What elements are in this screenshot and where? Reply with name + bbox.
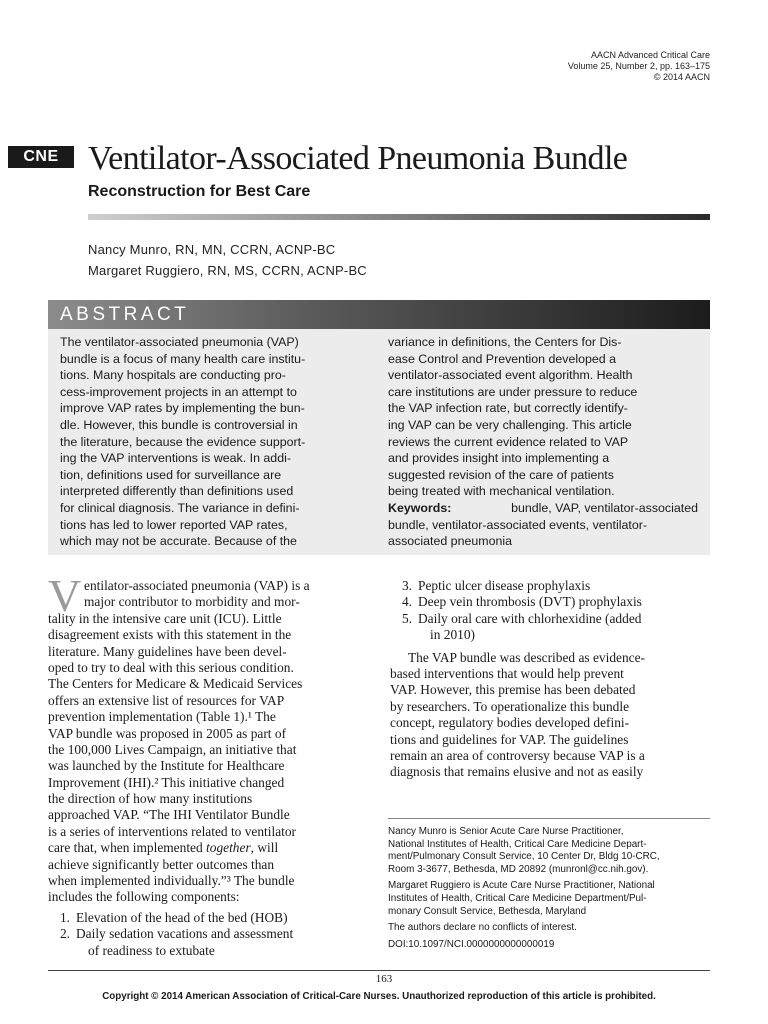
keywords-line bbox=[388, 517, 698, 534]
list-text: Daily sedation vacations and assessment bbox=[76, 926, 294, 942]
body-line: the 100,000 Lives Campaign, an initiative that bbox=[48, 741, 297, 757]
list-number: 5. bbox=[401, 610, 412, 626]
abstract-line: bundle is a focus of many health care institu- bbox=[60, 351, 306, 366]
component-list-right bbox=[390, 578, 710, 644]
abstract-column-right bbox=[388, 334, 698, 550]
list-number: 1. bbox=[59, 909, 70, 925]
abstract-line: for clinical diagnosis. The variance in defini- bbox=[60, 500, 300, 515]
body-line: approached VAP. “The IHI Ventilator Bundle bbox=[48, 807, 290, 823]
footnote-line: National Institutes of Health, Critical Care Medicine Depart- bbox=[388, 838, 647, 850]
body-line: prevention implementation (Table 1).¹ The bbox=[48, 709, 276, 725]
footnote-line: Room 3-3677, Bethesda, MD 20892 (munronl@cc.nih.gov). bbox=[388, 863, 649, 875]
abstract-box bbox=[48, 329, 710, 555]
body-line: The VAP bundle was described as evidence- bbox=[408, 649, 645, 665]
body-line: VAP. However, this premise has been debated bbox=[390, 682, 636, 698]
list-text: Elevation of the head of the bed (HOB) bbox=[76, 909, 288, 925]
keywords-line bbox=[388, 533, 698, 550]
copyright-notice: Copyright © 2014 American Association of Critical-Care Nurses. Unauthorized reproduction of this article is prohibited. bbox=[102, 991, 656, 1002]
keywords-text: bundle, VAP, ventilator-associated bbox=[511, 500, 698, 515]
body-line: is a series of interventions related to ventilator bbox=[48, 823, 297, 839]
journal-volume: Volume 25, Number 2, pp. 163–175 bbox=[567, 61, 710, 71]
body-line: literature. Many guidelines have been devel- bbox=[48, 643, 287, 659]
journal-name: AACN Advanced Critical Care bbox=[590, 50, 710, 60]
body-line: oped to try to deal with this serious condition. bbox=[48, 659, 294, 675]
drop-cap: V bbox=[48, 570, 82, 621]
body-line: tality in the intensive care unit (ICU). Little bbox=[48, 610, 282, 626]
list-item bbox=[48, 910, 370, 926]
body-line: the direction of how many institutions bbox=[48, 791, 253, 807]
abstract-line: The ventilator-associated pneumonia (VAP) bbox=[60, 335, 299, 349]
abstract-line: reviews the current evidence related to VAP bbox=[388, 434, 629, 449]
body-line: care that, when implemented together, will bbox=[48, 840, 279, 856]
page-divider bbox=[48, 970, 710, 971]
footnote-line: Institutes of Health, Critical Care Medicine Department/Pul- bbox=[388, 892, 647, 904]
footnote-author2 bbox=[388, 880, 712, 918]
component-list-left bbox=[48, 910, 370, 959]
list-item bbox=[390, 594, 710, 610]
abstract-line: variance in definitions, the Centers for Dis- bbox=[388, 335, 622, 349]
footnote-author1 bbox=[388, 826, 712, 876]
footnote-line: monary Consult Service, Bethesda, Maryland bbox=[388, 905, 587, 917]
list-text-continued: in 2010) bbox=[430, 627, 476, 643]
body-line: Improvement (IHI).² This initiative changed bbox=[48, 774, 285, 790]
keywords-label: Keywords: bbox=[388, 500, 452, 515]
body-line: entilator-associated pneumonia (VAP) is a bbox=[84, 578, 310, 593]
body-line: when implemented individually.”³ The bundle bbox=[48, 873, 295, 889]
body-line: based interventions that would help prevent bbox=[390, 665, 624, 681]
body-line: diagnosis that remains elusive and not as easily bbox=[390, 764, 644, 780]
abstract-line: ing the VAP interventions is weak. In addi- bbox=[60, 451, 291, 466]
body-left-lines bbox=[48, 570, 370, 906]
list-number: 2. bbox=[59, 926, 70, 942]
body-line: concept, regulatory bodies developed defini- bbox=[390, 715, 630, 731]
keywords-line bbox=[388, 500, 698, 517]
journal-copyright: © 2014 AACN bbox=[653, 72, 710, 82]
body-right-lines bbox=[390, 650, 710, 781]
article-subtitle: Reconstruction for Best Care bbox=[88, 183, 311, 200]
abstract-label: ABSTRACT bbox=[60, 304, 190, 325]
abstract-line: cess-improvement projects in an attempt to bbox=[60, 384, 297, 399]
abstract-line: improve VAP rates by implementing the bun- bbox=[60, 401, 305, 416]
abstract-line: dle. However, this bundle is controversial in bbox=[60, 417, 298, 432]
list-text: Deep vein thrombosis (DVT) prophylaxis bbox=[418, 594, 642, 610]
article-title: Ventilator-Associated Pneumonia Bundle bbox=[88, 140, 628, 177]
body-line: tions and guidelines for VAP. The guidelines bbox=[390, 731, 629, 747]
abstract-line: the VAP infection rate, but correctly identify- bbox=[388, 401, 628, 416]
body-line: offers an extensive list of resources for VAP bbox=[48, 692, 285, 708]
footnote-line: Nancy Munro is Senior Acute Care Nurse Practitioner, bbox=[388, 826, 624, 837]
body-line: achieve significantly better outcomes than bbox=[48, 856, 275, 872]
keywords-text: associated pneumonia bbox=[388, 534, 512, 549]
abstract-line: ventilator-associated event algorithm. Health bbox=[388, 368, 633, 383]
body-line: The Centers for Medicare & Medicaid Services bbox=[48, 676, 303, 692]
cne-badge: CNE bbox=[8, 146, 74, 168]
footnote-conflicts: The authors declare no conflicts of interest. bbox=[388, 922, 577, 934]
body-column-left bbox=[48, 570, 370, 959]
author-name: Margaret Ruggiero, RN, MS, CCRN, ACNP-BC bbox=[88, 263, 367, 278]
body-column-right bbox=[390, 578, 710, 781]
abstract-line: which may not be accurate. Because of the bbox=[60, 534, 297, 549]
list-number: 3. bbox=[401, 578, 412, 593]
abstract-line: interpreted differently than definitions used bbox=[60, 484, 294, 499]
list-number: 4. bbox=[401, 594, 412, 610]
footnotes bbox=[388, 826, 712, 955]
abstract-right-lines bbox=[388, 334, 698, 500]
list-item bbox=[390, 611, 710, 627]
body-line: by researchers. To operationalize this bundle bbox=[390, 698, 630, 714]
abstract-column-left bbox=[60, 334, 367, 550]
footnote-doi: DOI:10.1097/NCI.0000000000000019 bbox=[388, 938, 555, 950]
body-line: disagreement exists with this statement in the bbox=[48, 627, 292, 643]
list-item bbox=[48, 926, 370, 942]
body-line: includes the following components: bbox=[48, 889, 240, 905]
title-divider bbox=[88, 214, 710, 220]
page-number: 163 bbox=[375, 973, 393, 985]
body-line: remain an area of controversy because VAP is a bbox=[390, 747, 645, 763]
keywords-text: bundle, ventilator-associated events, ventilator- bbox=[388, 517, 647, 532]
body-line: major contributor to morbidity and mor- bbox=[84, 594, 300, 610]
abstract-line: and provides insight into implementing a bbox=[388, 451, 610, 466]
abstract-line: being treated with mechanical ventilation. bbox=[388, 484, 615, 499]
author-list bbox=[88, 239, 367, 281]
abstract-line: tion, definitions used for surveillance are bbox=[60, 467, 282, 482]
abstract-line: suggested revision of the care of patients bbox=[388, 467, 614, 482]
body-line: was launched by the Institute for Healthcare bbox=[48, 758, 285, 774]
abstract-header bbox=[48, 300, 710, 329]
author-name: Nancy Munro, RN, MN, CCRN, ACNP-BC bbox=[88, 242, 336, 257]
list-text-continued: of readiness to extubate bbox=[88, 942, 215, 958]
footnote-line: Margaret Ruggiero is Acute Care Nurse Practitioner, National bbox=[388, 880, 655, 892]
footnote-divider bbox=[388, 818, 710, 819]
abstract-line: tions has led to lower reported VAP rates, bbox=[60, 517, 288, 532]
body-line: VAP bundle was proposed in 2005 as part of bbox=[48, 725, 287, 741]
journal-info bbox=[568, 50, 710, 83]
list-text: Daily oral care with chlorhexidine (added bbox=[418, 610, 642, 626]
abstract-line: ing VAP can be very challenging. This article bbox=[388, 417, 632, 432]
footnote-line: ment/Pulmonary Consult Service, 10 Center Dr, Bldg 10-CRC, bbox=[388, 851, 660, 863]
list-text: Peptic ulcer disease prophylaxis bbox=[418, 578, 591, 593]
list-item bbox=[390, 578, 710, 594]
abstract-line: tions. Many hospitals are conducting pro- bbox=[60, 368, 286, 383]
abstract-line: the literature, because the evidence support- bbox=[60, 434, 306, 449]
abstract-line: care institutions are under pressure to reduce bbox=[388, 384, 638, 399]
abstract-line: ease Control and Prevention developed a bbox=[388, 351, 617, 366]
